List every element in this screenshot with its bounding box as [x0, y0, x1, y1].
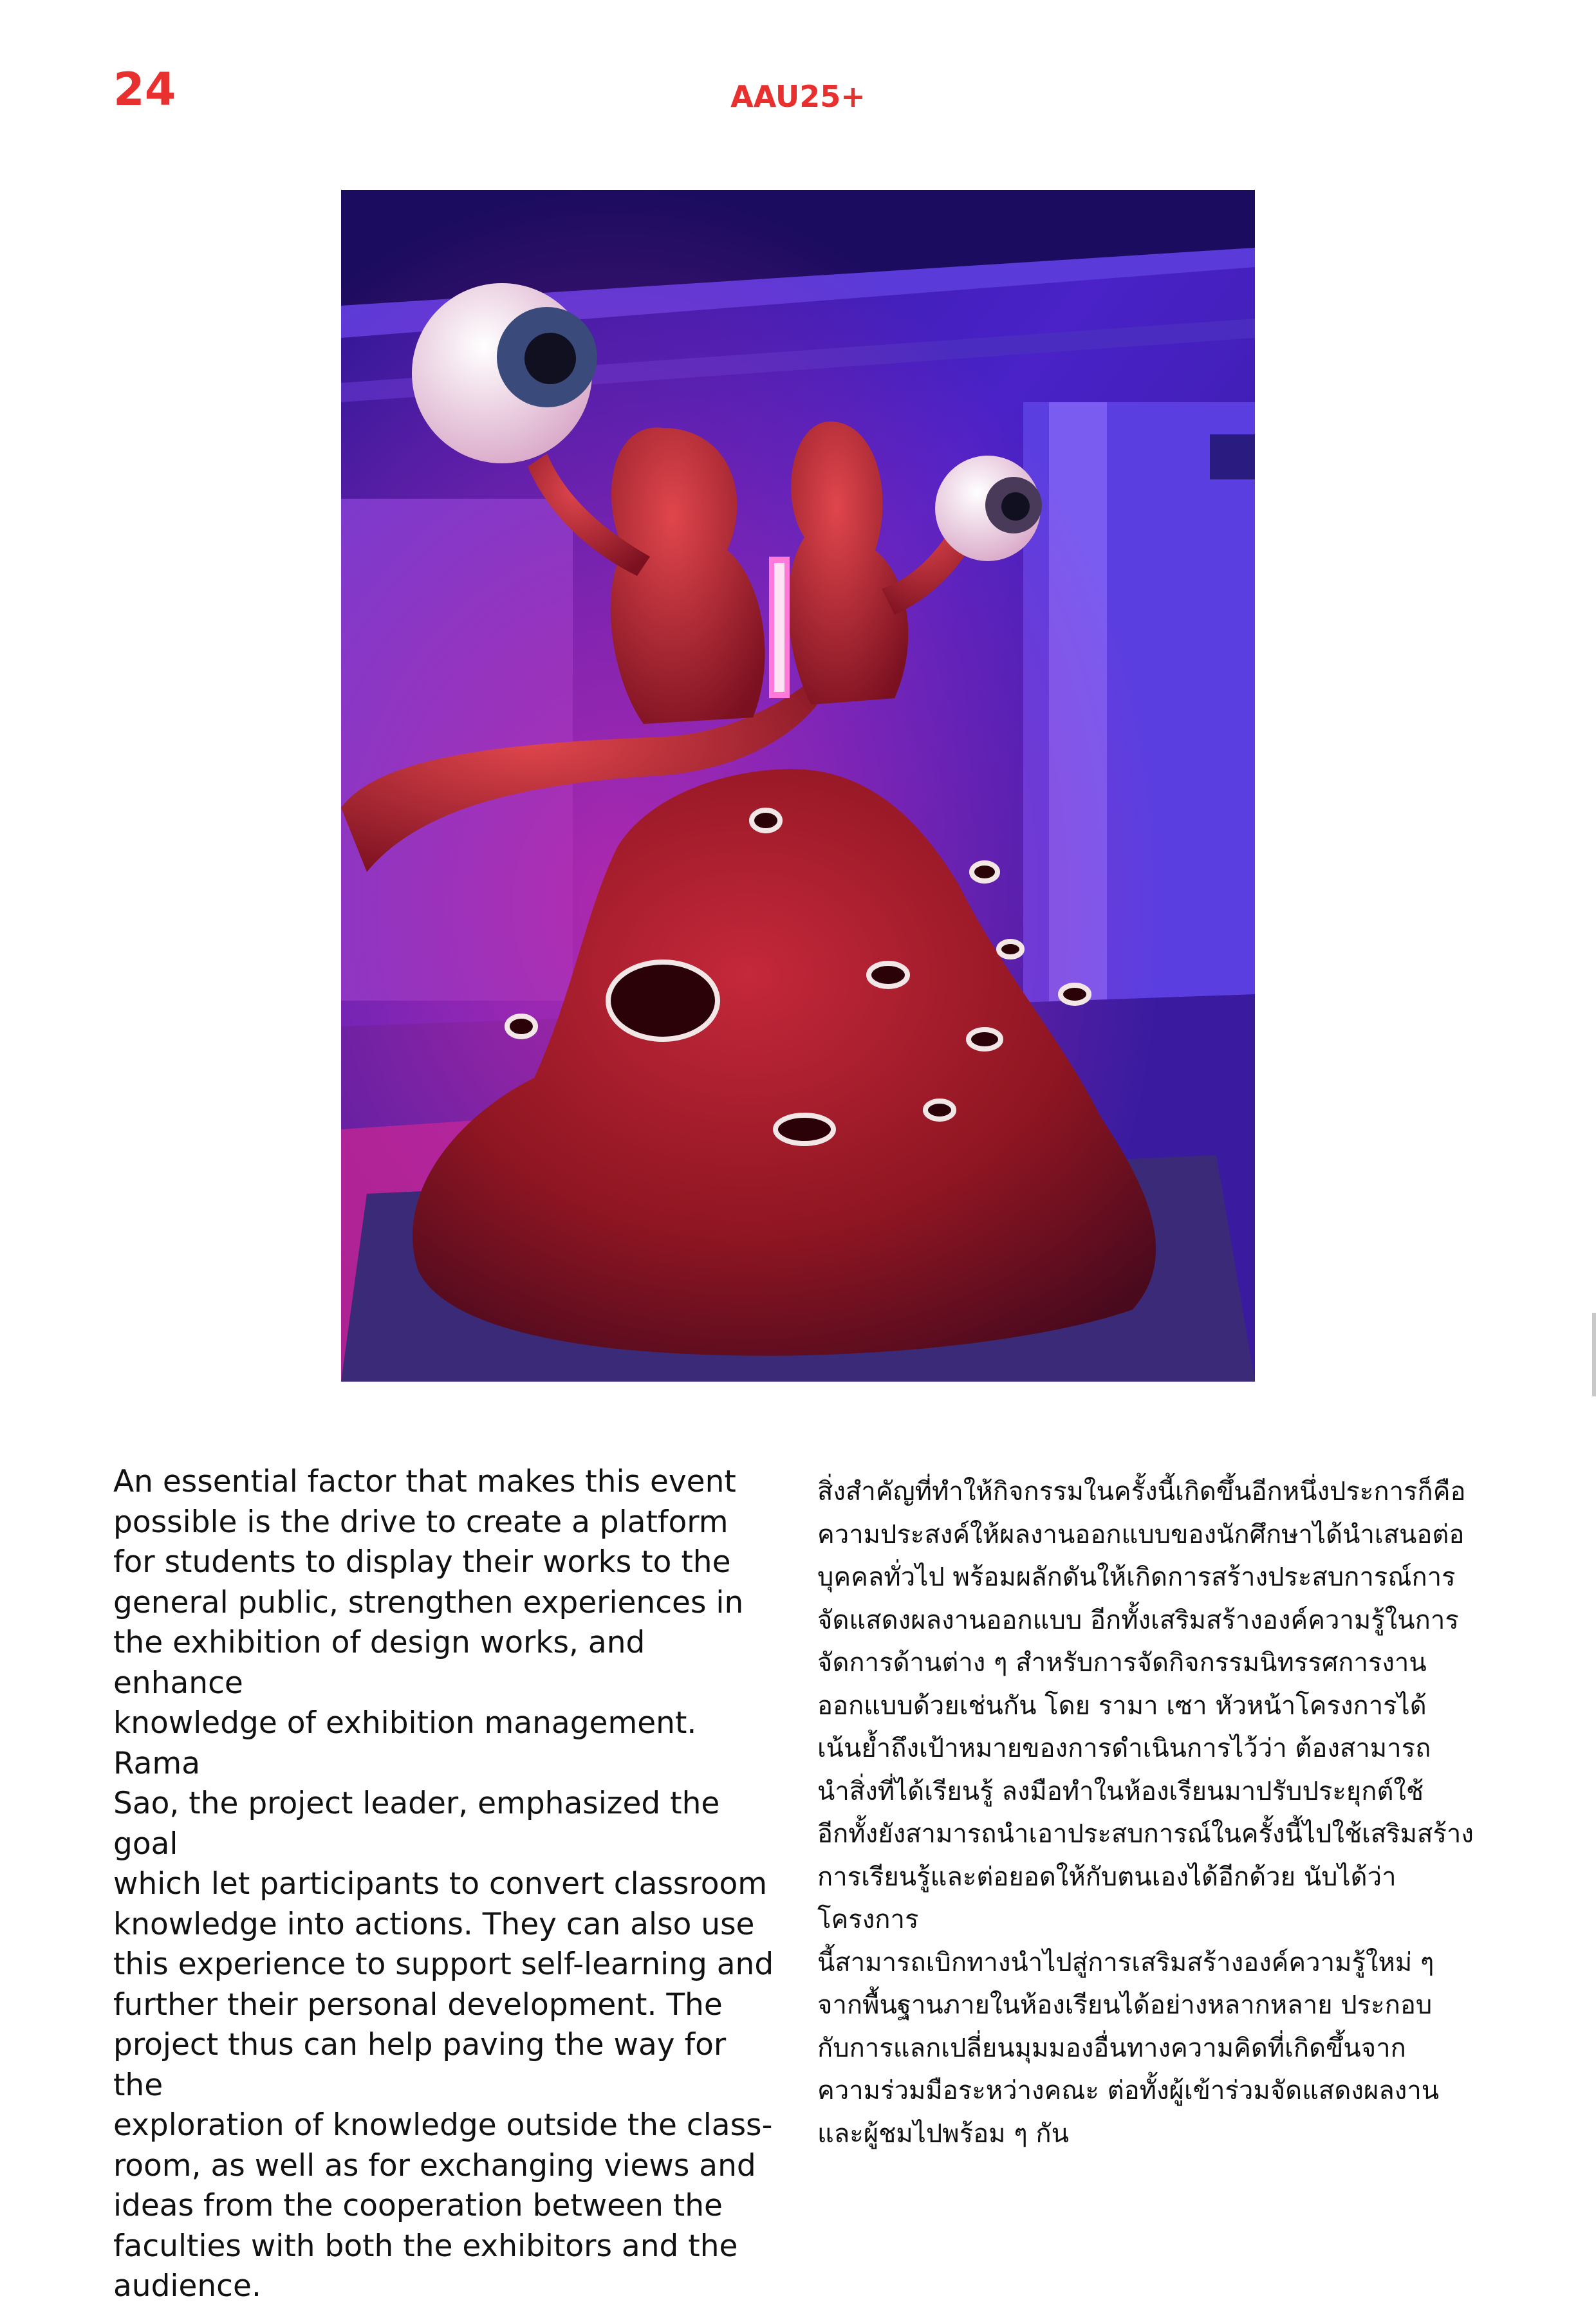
- thai-text-line: และผู้ชมไปพร้อม ๆ กัน: [817, 2118, 1069, 2149]
- thai-text-line: จากพื้นฐานภายในห้องเรียนได้อย่างหลากหลาย ประกอบ: [817, 1990, 1433, 2020]
- english-text-line: audience.: [113, 2268, 261, 2304]
- thai-text-line: นำสิ่งที่ได้เรียนรู้ ลงมือทำในห้องเรียนมาปรับประยุกต์ใช้: [817, 1776, 1424, 1806]
- thai-text-line: การเรียนรู้และต่อยอดให้กับตนเองได้อีกด้วย นับได้ว่าโครงการ: [817, 1862, 1396, 1934]
- english-text-line: for students to display their works to the: [113, 1544, 731, 1580]
- english-text-line: Sao, the project leader, emphasized the goal: [113, 1786, 720, 1862]
- thai-text-line: เน้นย้ำถึงเป้าหมายของการดำเนินการไว้ว่า ต้องสามารถ: [817, 1734, 1431, 1763]
- thai-text-line: สิ่งสำคัญที่ทำให้กิจกรรมในครั้งนี้เกิดขึ้นอีกหนึ่งประการก็คือ: [817, 1477, 1466, 1506]
- thai-text-line: ความประสงค์ให้ผลงานออกแบบของนักศึกษาได้นำเสนอต่อ: [817, 1519, 1465, 1550]
- page-number: 24: [113, 63, 176, 116]
- thai-text-line: ความร่วมมือระหว่างคณะ ต่อทั้งผู้เข้าร่วมจัดแสดงผลงาน: [817, 2076, 1440, 2106]
- thai-text-line: กับการแลกเปลี่ยนมุมมองอื่นทางความคิดที่เกิดขึ้นจาก: [817, 2033, 1406, 2063]
- english-text-line: faculties with both the exhibitors and the: [113, 2228, 738, 2264]
- thai-text-line: บุคคลทั่วไป พร้อมผลักดันให้เกิดการสร้างประสบการณ์การ: [817, 1562, 1456, 1592]
- sculpture-photo-icon: [341, 190, 1255, 1382]
- page-edge-mark: [1592, 1313, 1596, 1396]
- thai-text-line: จัดแสดงผลงานออกแบบ อีกทั้งเสริมสร้างองค์ความรู้ในการ: [817, 1605, 1459, 1635]
- english-text-line: which let participants to convert classroom: [113, 1866, 768, 1902]
- english-text-line: exploration of knowledge outside the class-: [113, 2108, 773, 2143]
- english-text-line: ideas from the cooperation between the: [113, 2188, 723, 2223]
- english-text-line: knowledge of exhibition management. Rama: [113, 1705, 697, 1781]
- running-head: AAU25+: [730, 79, 866, 114]
- thai-text-line: นี้สามารถเบิกทางนำไปสู่การเสริมสร้างองค์ความรู้ใหม่ ๆ: [817, 1947, 1434, 1978]
- thai-text-line: จัดการด้านต่าง ๆ สำหรับการจัดกิจกรรมนิทรรศการงาน: [817, 1648, 1427, 1678]
- thai-paragraph: [817, 1470, 1493, 2155]
- english-text-line: room, as well as for exchanging views and: [113, 2147, 756, 2183]
- thai-text-line: อีกทั้งยังสามารถนำเอาประสบการณ์ในครั้งนี้ไปใช้เสริมสร้าง: [817, 1819, 1474, 1849]
- english-paragraph: [113, 1462, 783, 2307]
- english-text-line: further their personal development. The: [113, 1987, 723, 2023]
- english-text-line: general public, strengthen experiences in: [113, 1584, 744, 1620]
- english-text-line: knowledge into actions. They can also use: [113, 1906, 755, 1942]
- english-text-line: this experience to support self-learning and: [113, 1947, 774, 1982]
- english-text-line: possible is the drive to create a platform: [113, 1504, 728, 1540]
- english-text-line: the exhibition of design works, and enhance: [113, 1625, 645, 1701]
- english-text-line: project thus can help paving the way for the: [113, 2027, 727, 2103]
- english-text-line: An essential factor that makes this event: [113, 1464, 736, 1499]
- thai-text-line: ออกแบบด้วยเช่นกัน โดย รามา เซา หัวหน้าโครงการได้: [817, 1691, 1427, 1721]
- sculpture-photo: [341, 190, 1255, 1382]
